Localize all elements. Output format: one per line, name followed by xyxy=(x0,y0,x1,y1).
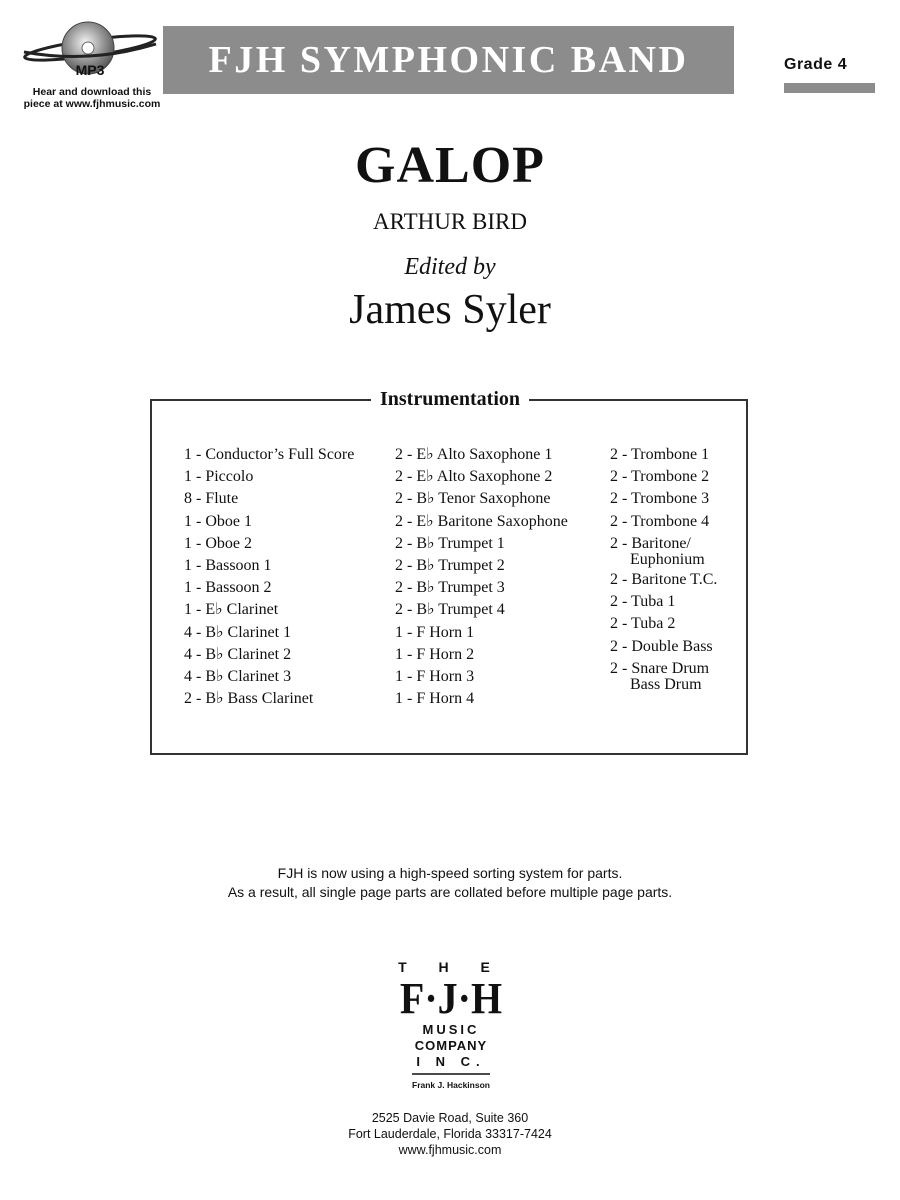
instrument-item: 2 - Double Bass xyxy=(610,637,713,655)
instrument-item: 1 - Piccolo xyxy=(184,468,254,486)
logo-company: COMPANY xyxy=(414,1038,488,1053)
instrument-item: 2 - B♭ Trumpet 1 xyxy=(395,534,505,552)
mp3-caption xyxy=(18,86,166,110)
instrument-item: 2 - B♭ Bass Clarinet xyxy=(184,690,314,708)
notice-line2: As a result, all single page parts are collated before multiple page parts. xyxy=(227,884,673,900)
instrument-item: 2 - Trombone 1 xyxy=(610,446,710,463)
instrument-item: 2 - B♭ Trumpet 2 xyxy=(395,557,505,575)
notice-line1: FJH is now using a high-speed sorting system for parts. xyxy=(277,865,623,881)
instrument-item: 1 - E♭ Clarinet xyxy=(184,601,279,619)
address-line1: 2525 Davie Road, Suite 360 xyxy=(371,1111,529,1125)
website-link[interactable]: www.fjhmusic.com xyxy=(398,1143,502,1157)
instrument-item: 1 - Oboe 1 xyxy=(184,512,252,530)
instrument-item: 2 - Tuba 2 xyxy=(610,615,676,633)
logo-founder: Frank J. Hackinson xyxy=(412,1080,490,1090)
editor-name: James Syler xyxy=(349,287,551,333)
mp3-caption-line1: Hear and download this xyxy=(32,86,152,98)
logo-music: MUSIC xyxy=(422,1022,480,1037)
instrument-item: 2 - B♭ Trumpet 3 xyxy=(395,579,505,597)
instrument-item: 1 - Bassoon 2 xyxy=(184,579,272,597)
grade-bar xyxy=(784,83,875,93)
series-banner xyxy=(163,26,734,94)
instrument-item: 1 - F Horn 4 xyxy=(395,690,475,708)
instrumentation-heading-text: Instrumentation xyxy=(371,388,529,410)
instrument-item: 1 - F Horn 3 xyxy=(395,668,475,686)
series-title: FJH SYMPHONIC BAND xyxy=(208,39,689,81)
instrumentation-heading xyxy=(0,388,900,411)
address-line2: Fort Lauderdale, Florida 33317-7424 xyxy=(348,1127,552,1141)
instrument-column-1 xyxy=(184,444,354,710)
instrument-column-2 xyxy=(395,444,568,710)
instrument-item: Euphonium xyxy=(610,551,705,569)
instrument-item: 2 - Snare Drum xyxy=(610,659,710,677)
instrument-item: 2 - Baritone/ xyxy=(610,534,691,552)
logo-the: T H E xyxy=(398,959,504,975)
instrument-item: 1 - F Horn 1 xyxy=(395,623,475,641)
instrument-item: 2 - Trombone 4 xyxy=(610,512,710,530)
instrument-item: 2 - B♭ Tenor Saxophone xyxy=(395,490,551,508)
instrument-item: 1 - Bassoon 1 xyxy=(184,557,272,575)
instrument-item: 2 - Trombone 3 xyxy=(610,490,710,508)
instrument-item: 1 - Oboe 2 xyxy=(184,534,252,552)
instrument-item: 2 - E♭ Alto Saxophone 2 xyxy=(395,468,553,486)
grade-label: Grade 4 xyxy=(784,56,848,73)
instrument-item: 2 - B♭ Trumpet 4 xyxy=(395,601,505,619)
instrument-item: 2 - E♭ Baritone Saxophone xyxy=(395,512,568,530)
logo-fjh: F·J·H xyxy=(399,975,503,1024)
composer: ARTHUR BIRD xyxy=(373,209,527,234)
instrument-item: 4 - B♭ Clarinet 2 xyxy=(184,645,292,663)
instrument-item: 2 - E♭ Alto Saxophone 1 xyxy=(395,446,553,463)
cd-mp3-icon xyxy=(20,18,160,88)
instrument-item: Bass Drum xyxy=(610,676,702,694)
instrument-item: 8 - Flute xyxy=(184,490,239,508)
instrument-item: 2 - Baritone T.C. xyxy=(610,571,718,589)
instrument-column-3 xyxy=(610,444,717,694)
fjh-logo-graphic xyxy=(398,958,504,1096)
instrument-item: 1 - Conductor’s Full Score xyxy=(184,446,355,463)
publisher-address xyxy=(0,1110,900,1158)
fjh-logo xyxy=(398,958,504,1096)
edited-by-label: Edited by xyxy=(404,254,496,280)
instrument-item: 2 - Trombone 2 xyxy=(610,468,710,486)
piece-title: GALOP xyxy=(355,137,545,194)
instrument-item: 4 - B♭ Clarinet 3 xyxy=(184,668,292,686)
sorting-notice xyxy=(0,864,900,902)
logo-inc: I N C. xyxy=(416,1054,486,1069)
mp3-caption-line2: piece at www.fjhmusic.com xyxy=(23,98,161,110)
instrument-item: 4 - B♭ Clarinet 1 xyxy=(184,623,292,641)
instrument-item: 2 - Tuba 1 xyxy=(610,593,676,611)
mp3-badge-text: MP3 xyxy=(75,62,105,78)
instrument-item: 1 - F Horn 2 xyxy=(395,645,475,663)
